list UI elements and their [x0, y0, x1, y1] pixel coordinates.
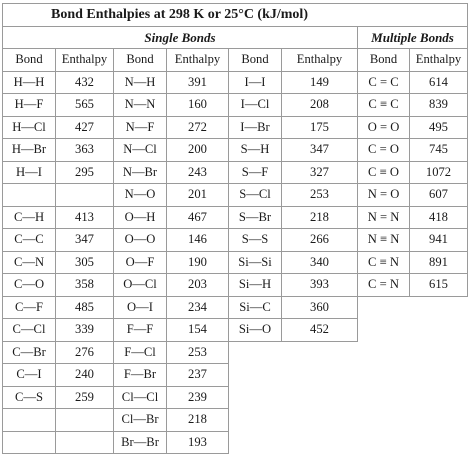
bond-cell [3, 184, 56, 207]
table-row [3, 274, 468, 297]
bond-cell: O—Cl [114, 274, 167, 297]
table-row [3, 409, 468, 432]
enthalpy-cell: 432 [56, 71, 114, 94]
column-header: Bond [114, 49, 167, 72]
enthalpy-cell: 200 [167, 139, 229, 162]
enthalpy-cell: 190 [167, 251, 229, 274]
bond-cell: O—H [114, 206, 167, 229]
enthalpy-cell: 276 [56, 341, 114, 364]
bond-enthalpy-table-container [2, 3, 468, 454]
bond-cell: O—F [114, 251, 167, 274]
enthalpy-cell: 295 [56, 161, 114, 184]
bond-cell: C = N [358, 274, 410, 297]
enthalpy-cell: 208 [282, 94, 358, 117]
empty-cell [410, 296, 468, 319]
enthalpy-cell: 305 [56, 251, 114, 274]
enthalpy-cell: 393 [282, 274, 358, 297]
bond-cell: F—F [114, 319, 167, 342]
table-row [3, 161, 468, 184]
enthalpy-cell: 614 [410, 71, 468, 94]
single-bonds-header: Single Bonds [3, 26, 358, 49]
bond-cell: C = O [358, 139, 410, 162]
column-header: Enthalpy [410, 49, 468, 72]
bond-cell [3, 431, 56, 454]
column-header: Enthalpy [282, 49, 358, 72]
column-header: Enthalpy [56, 49, 114, 72]
enthalpy-cell: 240 [56, 364, 114, 387]
enthalpy-cell: 891 [410, 251, 468, 274]
table-row [3, 184, 468, 207]
enthalpy-cell: 149 [282, 71, 358, 94]
empty-cell [282, 386, 358, 409]
column-header: Bond [358, 49, 410, 72]
bond-cell: N—F [114, 116, 167, 139]
table-row [3, 139, 468, 162]
table-row [3, 296, 468, 319]
enthalpy-cell: 413 [56, 206, 114, 229]
enthalpy-cell: 218 [282, 206, 358, 229]
multiple-bonds-header: Multiple Bonds [358, 26, 468, 49]
empty-cell [358, 409, 410, 432]
enthalpy-cell: 467 [167, 206, 229, 229]
table-row [3, 206, 468, 229]
empty-cell [410, 431, 468, 454]
bond-cell: C—C [3, 229, 56, 252]
empty-cell [410, 341, 468, 364]
empty-cell [229, 386, 282, 409]
bond-cell: F—Br [114, 364, 167, 387]
bond-cell: S—H [229, 139, 282, 162]
enthalpy-cell: 154 [167, 319, 229, 342]
enthalpy-cell: 266 [282, 229, 358, 252]
bond-cell: N—N [114, 94, 167, 117]
empty-cell [229, 409, 282, 432]
enthalpy-cell: 160 [167, 94, 229, 117]
bond-cell: C ≡ C [358, 94, 410, 117]
empty-cell [229, 364, 282, 387]
bond-cell: N = N [358, 206, 410, 229]
bond-enthalpy-table [2, 3, 468, 454]
table-row [3, 116, 468, 139]
table-row [3, 94, 468, 117]
bond-cell: N—Cl [114, 139, 167, 162]
enthalpy-cell: 839 [410, 94, 468, 117]
bond-cell: C—N [3, 251, 56, 274]
table-row [3, 431, 468, 454]
enthalpy-cell: 237 [167, 364, 229, 387]
enthalpy-cell [56, 409, 114, 432]
enthalpy-cell: 1072 [410, 161, 468, 184]
bond-cell: C—H [3, 206, 56, 229]
bond-cell: O—O [114, 229, 167, 252]
column-header: Bond [229, 49, 282, 72]
empty-cell [282, 364, 358, 387]
enthalpy-cell: 360 [282, 296, 358, 319]
empty-cell [282, 409, 358, 432]
enthalpy-cell: 607 [410, 184, 468, 207]
bond-cell: Si—Si [229, 251, 282, 274]
bond-cell: N—H [114, 71, 167, 94]
bond-cell: C—F [3, 296, 56, 319]
enthalpy-cell [56, 431, 114, 454]
enthalpy-cell: 347 [282, 139, 358, 162]
table-row [3, 229, 468, 252]
enthalpy-cell: 272 [167, 116, 229, 139]
bond-cell: S—Br [229, 206, 282, 229]
column-header: Enthalpy [167, 49, 229, 72]
empty-cell [358, 386, 410, 409]
table-row [3, 71, 468, 94]
bond-cell: H—Br [3, 139, 56, 162]
enthalpy-cell: 340 [282, 251, 358, 274]
enthalpy-cell: 339 [56, 319, 114, 342]
enthalpy-cell: 253 [282, 184, 358, 207]
bond-cell: H—H [3, 71, 56, 94]
column-header-row [3, 49, 468, 72]
empty-cell [229, 341, 282, 364]
enthalpy-cell: 218 [167, 409, 229, 432]
bond-cell: N ≡ N [358, 229, 410, 252]
bond-cell: O—I [114, 296, 167, 319]
empty-cell [282, 341, 358, 364]
empty-cell [358, 364, 410, 387]
enthalpy-cell: 427 [56, 116, 114, 139]
empty-cell [410, 386, 468, 409]
empty-cell [229, 431, 282, 454]
title-row [3, 4, 468, 27]
enthalpy-cell: 615 [410, 274, 468, 297]
table-row [3, 386, 468, 409]
bond-cell: Si—O [229, 319, 282, 342]
bond-cell: O = O [358, 116, 410, 139]
bond-cell: S—S [229, 229, 282, 252]
enthalpy-cell: 234 [167, 296, 229, 319]
empty-cell [358, 319, 410, 342]
enthalpy-cell: 391 [167, 71, 229, 94]
enthalpy-cell: 201 [167, 184, 229, 207]
enthalpy-cell: 193 [167, 431, 229, 454]
enthalpy-cell: 253 [167, 341, 229, 364]
enthalpy-cell: 243 [167, 161, 229, 184]
bond-cell: I—Cl [229, 94, 282, 117]
bond-cell: I—Br [229, 116, 282, 139]
enthalpy-cell: 358 [56, 274, 114, 297]
enthalpy-cell: 485 [56, 296, 114, 319]
bond-cell: N = O [358, 184, 410, 207]
bond-cell: I—I [229, 71, 282, 94]
bond-cell: Cl—Cl [114, 386, 167, 409]
bond-cell: N—O [114, 184, 167, 207]
bond-cell: S—Cl [229, 184, 282, 207]
bond-cell: C—I [3, 364, 56, 387]
table-row [3, 364, 468, 387]
bond-cell: F—Cl [114, 341, 167, 364]
bond-cell: H—I [3, 161, 56, 184]
enthalpy-cell: 347 [56, 229, 114, 252]
bond-cell: C—O [3, 274, 56, 297]
enthalpy-cell: 259 [56, 386, 114, 409]
table-row [3, 319, 468, 342]
empty-cell [410, 364, 468, 387]
bond-cell: Cl—Br [114, 409, 167, 432]
enthalpy-cell: 745 [410, 139, 468, 162]
enthalpy-cell: 239 [167, 386, 229, 409]
empty-cell [358, 341, 410, 364]
bond-cell: Si—C [229, 296, 282, 319]
column-header: Bond [3, 49, 56, 72]
table-row [3, 341, 468, 364]
bond-cell: H—F [3, 94, 56, 117]
bond-cell: C ≡ N [358, 251, 410, 274]
enthalpy-cell: 363 [56, 139, 114, 162]
bond-cell: C—Cl [3, 319, 56, 342]
enthalpy-cell [56, 184, 114, 207]
table-row [3, 251, 468, 274]
empty-cell [358, 431, 410, 454]
enthalpy-cell: 941 [410, 229, 468, 252]
bond-cell: C—S [3, 386, 56, 409]
enthalpy-cell: 203 [167, 274, 229, 297]
bond-cell: C—Br [3, 341, 56, 364]
bond-cell: N—Br [114, 161, 167, 184]
bond-cell: H—Cl [3, 116, 56, 139]
group-header-row [3, 26, 468, 49]
bond-cell [3, 409, 56, 432]
enthalpy-cell: 452 [282, 319, 358, 342]
empty-cell [358, 296, 410, 319]
enthalpy-cell: 146 [167, 229, 229, 252]
enthalpy-cell: 565 [56, 94, 114, 117]
table-title: Bond Enthalpies at 298 K or 25°C (kJ/mol) [3, 4, 468, 27]
enthalpy-cell: 418 [410, 206, 468, 229]
bond-cell: C ≡ O [358, 161, 410, 184]
enthalpy-cell: 175 [282, 116, 358, 139]
bond-cell: S—F [229, 161, 282, 184]
bond-cell: C = C [358, 71, 410, 94]
enthalpy-cell: 327 [282, 161, 358, 184]
bond-cell: Si—H [229, 274, 282, 297]
empty-cell [410, 409, 468, 432]
empty-cell [282, 431, 358, 454]
bond-cell: Br—Br [114, 431, 167, 454]
enthalpy-cell: 495 [410, 116, 468, 139]
empty-cell [410, 319, 468, 342]
